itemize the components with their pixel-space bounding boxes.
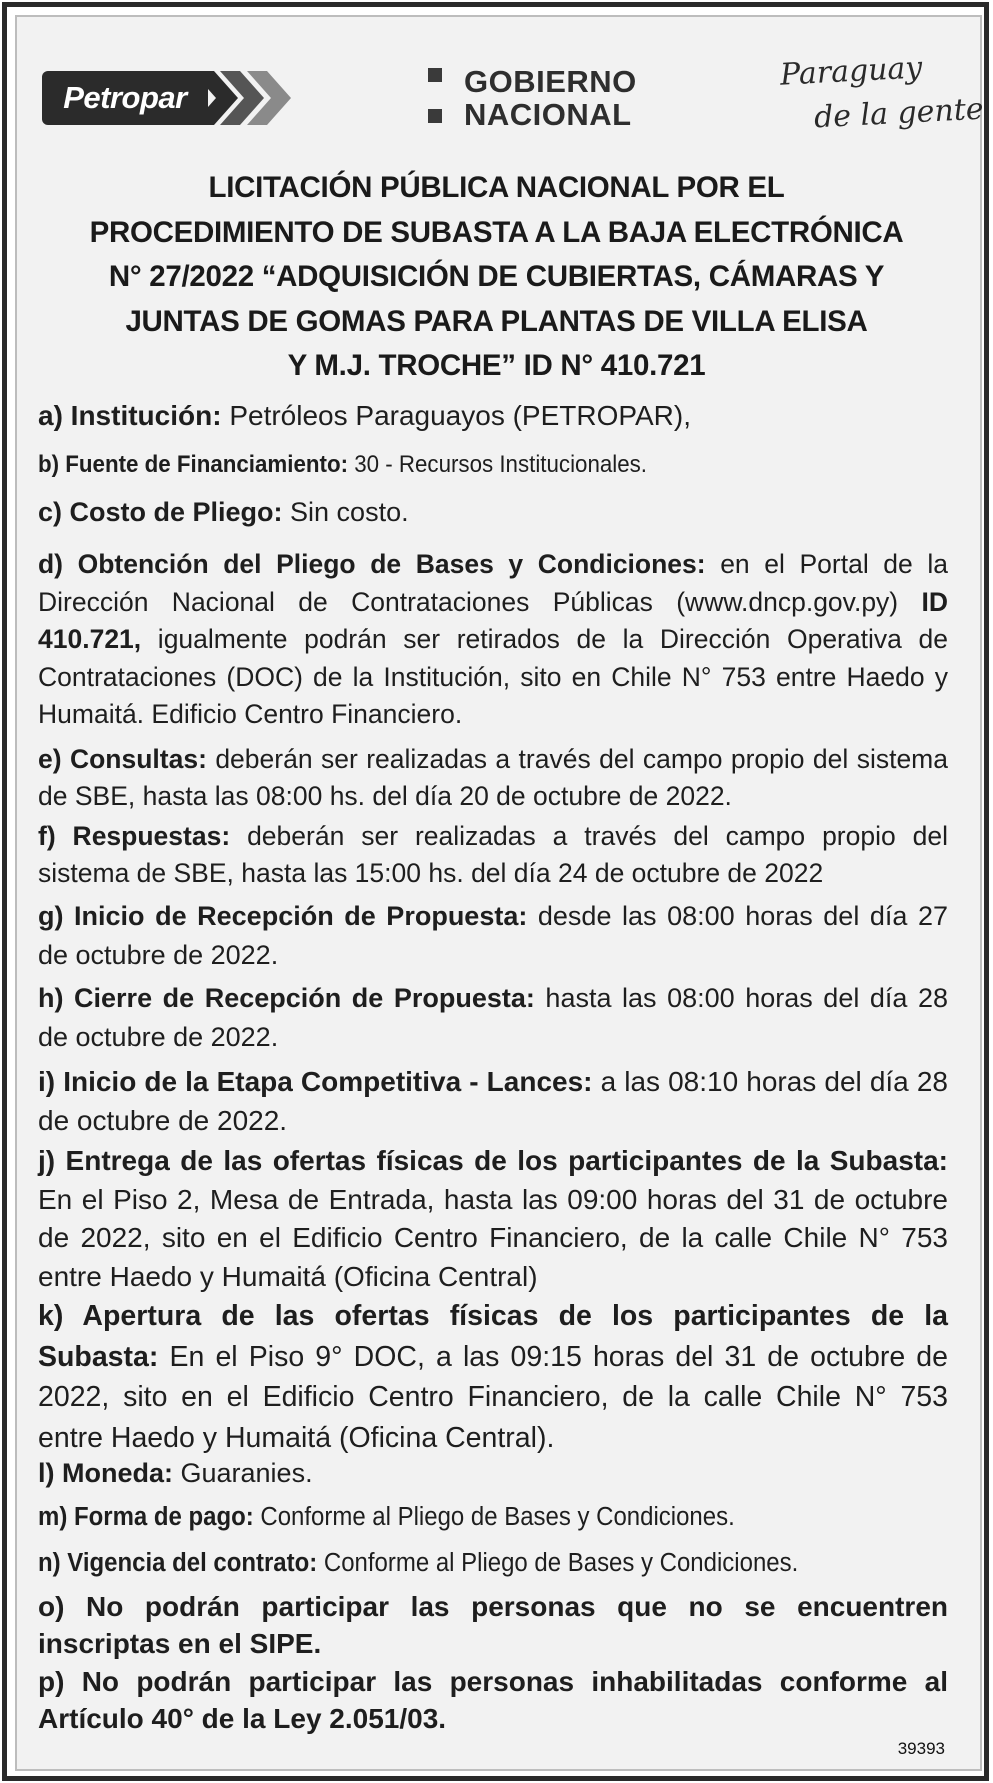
item-entrega-ofertas	[38, 1142, 948, 1296]
item-text: igualmente podrán ser retirados de la Dirección Operativa de Contrataciones (DOC) de la Institución, sito en Chile N° 753 entre Haedo y Humaitá. Edificio Centro Financiero.	[38, 624, 948, 729]
title-line: Y M.J. TROCHE” ID N° 410.721	[287, 349, 706, 382]
item-key: n) Vigencia del contrato:	[38, 1549, 318, 1577]
item-key: o) No podrán participar las personas que no se encuentren inscriptas en el SIPE.	[38, 1591, 948, 1659]
chevrons-icon	[192, 71, 302, 125]
nacional-text: NACIONAL	[464, 97, 632, 132]
item-text: Guaranies.	[173, 1458, 313, 1488]
item-text: En el Piso 2, Mesa de Entrada, hasta las 09:00 horas del 31 de octubre de 2022, sito en el Edificio Centro Financiero, de la calle Chile N° 753 entre Haedo y Humaitá (Oficina Central)	[38, 1183, 948, 1292]
petropar-logo-text: Petropar	[42, 71, 208, 125]
item-etapa-competitiva	[38, 1062, 948, 1140]
item-text: deberán ser realizadas a través del campo propio del sistema de SBE, hasta las 08:00 hs. del día 20 de octubre de 2022.	[38, 744, 948, 811]
item-costo-pliego	[38, 497, 948, 528]
item-text: hasta las 08:00 horas del día 28 de octubre de 2022.	[38, 983, 948, 1052]
item-key: i) Inicio de la Etapa Competitiva - Lances:	[38, 1066, 593, 1097]
item-key: j) Entrega de las ofertas físicas de los participantes de la Subasta:	[38, 1145, 948, 1176]
item-key: h) Cierre de Recepción de Propuesta:	[38, 983, 535, 1013]
item-text: Conforme al Pliego de Bases y Condiciones.	[253, 1503, 735, 1531]
item-text: En el Piso 9° DOC, a las 09:15 horas del 31 de octubre de 2022, sito en el Edificio Centro Financiero, de la calle Chile N° 753 entre Haedo y Humaitá (Oficina Central).	[38, 1340, 948, 1454]
item-key: b) Fuente de Financiamiento:	[38, 451, 349, 478]
item-institucion	[38, 400, 948, 432]
logo-square-icon	[428, 109, 442, 123]
item-key: m) Forma de pago:	[38, 1503, 254, 1531]
logo-square-icon	[428, 68, 442, 82]
paraguay-text: Paraguay	[779, 50, 924, 93]
item-text: Sin costo.	[282, 497, 409, 527]
title-line: N° 27/2022 “ADQUISICIÓN DE CUBIERTAS, CÁMARAS Y	[108, 260, 885, 293]
item-text: desde las 08:00 horas del día 27 de octubre de 2022.	[38, 901, 948, 970]
item-text: 30 - Recursos Institucionales.	[348, 451, 648, 478]
item-text: a las 08:10 horas del día 28 de octubre de 2022.	[38, 1066, 948, 1136]
item-apertura-ofertas	[38, 1296, 948, 1458]
item-fuente-financiamiento	[38, 451, 884, 479]
item-text: Conforme al Pliego de Bases y Condiciones.	[317, 1549, 799, 1577]
item-cierre-recepcion	[38, 979, 948, 1057]
title-line: LICITACIÓN PÚBLICA NACIONAL POR EL	[208, 171, 785, 204]
paraguay-de-la-gente-logo	[770, 50, 985, 142]
item-forma-pago	[38, 1503, 893, 1532]
de-la-gente-text: de la gente	[813, 91, 985, 136]
item-key: e) Consultas:	[38, 744, 207, 774]
notice-title	[40, 166, 953, 389]
petropar-logo	[42, 71, 292, 125]
item-text: en el Portal de la Dirección Nacional de Contrataciones Públicas (www.dncp.gov.py)	[38, 549, 948, 617]
item-id-key: ID 410.721,	[38, 586, 948, 654]
item-text: Petróleos Paraguayos (PETROPAR),	[221, 400, 691, 431]
item-key: a) Institución:	[38, 400, 222, 431]
item-sipe	[38, 1588, 948, 1662]
item-vigencia-contrato	[38, 1549, 893, 1578]
item-key: k) Apertura de las ofertas físicas de los participantes de la Subasta:	[38, 1300, 948, 1373]
item-moneda	[38, 1458, 948, 1489]
item-key: g) Inicio de Recepción de Propuesta:	[38, 901, 528, 931]
gobierno-text: GOBIERNO	[464, 64, 637, 99]
item-key: c) Costo de Pliego:	[38, 497, 283, 527]
item-obtencion-pliego	[38, 546, 948, 734]
item-text: deberán ser realizadas a través del campo propio del sistema de SBE, hasta las 15:00 hs. del día 24 de octubre de 2022	[38, 821, 948, 888]
item-key: p) No podrán participar las personas inhabilitadas conforme al Artículo 40° de la Ley 2.051/03.	[38, 1666, 948, 1734]
item-inhabilitadas	[38, 1663, 948, 1737]
title-line: PROCEDIMIENTO DE SUBASTA A LA BAJA ELECTRÓNICA	[89, 215, 904, 249]
ad-serial-number: 39393	[897, 1739, 945, 1758]
item-respuestas	[38, 818, 948, 892]
item-consultas	[38, 741, 948, 815]
item-inicio-recepcion	[38, 897, 948, 975]
item-key: f) Respuestas:	[38, 821, 231, 851]
item-key: d) Obtención del Pliego de Bases y Condiciones:	[38, 549, 706, 579]
item-key: l) Moneda:	[38, 1458, 173, 1488]
title-line: JUNTAS DE GOMAS PARA PLANTAS DE VILLA ELISA	[125, 304, 868, 338]
